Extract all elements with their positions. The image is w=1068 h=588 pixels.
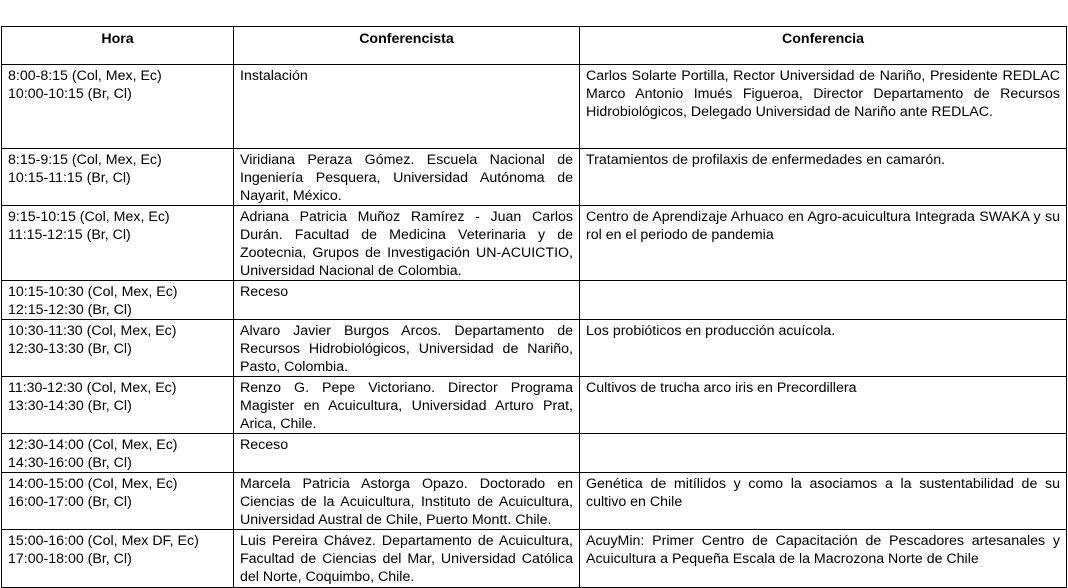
cell-hora [2,149,234,206]
cell-conferencista: Receso [234,434,580,473]
header-conferencista: Conferencista [234,27,580,65]
header-row [2,27,1067,65]
time-col: 8:15-9:15 (Col, Mex, Ec) [8,152,162,168]
cell-conferencia: Cultivos de trucha arco iris en Precordillera [580,377,1067,434]
schedule-table [1,26,1067,588]
header-hora: Hora [2,27,234,65]
cell-conferencista: Alvaro Javier Burgos Arcos. Departamento de Recursos Hidrobiológicos, Universidad de Nariño, Pasto, Colombia. [234,320,580,377]
cell-conferencia: Los probióticos en producción acuícola. [580,320,1067,377]
time-col: 15:00-16:00 (Col, Mex DF, Ec) [8,533,199,549]
time-col: 8:00-8:15 (Col, Mex, Ec) [8,68,162,84]
table-row [2,473,1067,530]
time-br: 17:00-18:00 (Br, Cl) [8,551,132,567]
cell-conferencia: Centro de Aprendizaje Arhuaco en Agro-acuicultura Integrada SWAKA y su rol en el periodo de pandemia [580,206,1067,281]
table-row [2,206,1067,281]
time-col: 14:00-15:00 (Col, Mex, Ec) [8,476,178,492]
time-br: 11:15-12:15 (Br, Cl) [8,227,131,243]
time-col: 10:30-11:30 (Col, Mex, Ec) [8,323,177,339]
time-br: 10:15-11:15 (Br, Cl) [8,170,131,186]
time-col: 10:15-10:30 (Col, Mex, Ec) [8,284,178,300]
table-row [2,377,1067,434]
time-br: 10:00-10:15 (Br, Cl) [8,86,132,102]
table-row [2,149,1067,206]
cell-conferencia: Tratamientos de profilaxis de enfermedades en camarón. [580,149,1067,206]
time-br: 13:30-14:30 (Br, Cl) [8,398,132,414]
cell-hora [2,377,234,434]
cell-conferencia: AcuyMin: Primer Centro de Capacitación de Pescadores artesanales y Acuicultura a Pequeña Escala de la Macrozona Norte de Chile [580,530,1067,588]
cell-conferencista: Renzo G. Pepe Victoriano. Director Programa Magister en Acuicultura, Universidad Arturo Prat, Arica, Chile. [234,377,580,434]
table-row [2,530,1067,588]
table-row [2,281,1067,320]
header-conferencia: Conferencia [580,27,1067,65]
cell-hora [2,530,234,588]
cell-hora [2,434,234,473]
cell-hora [2,206,234,281]
cell-conferencia: Carlos Solarte Portilla, Rector Universidad de Nariño, Presidente REDLAC Marco Antonio Imués Figueroa, Director Departamento de Recursos Hidrobiológicos, Delegado Universidad de Nariño ante REDLAC. [580,65,1067,149]
cell-conferencista: Instalación [234,65,580,149]
cell-hora [2,473,234,530]
cell-conferencista: Marcela Patricia Astorga Opazo. Doctorado en Ciencias de la Acuicultura, Instituto de Acuicultura, Universidad Austral de Chile, Puerto Montt. Chile. [234,473,580,530]
table-row [2,320,1067,377]
cell-conferencia [580,281,1067,320]
cell-conferencista: Viridiana Peraza Gómez. Escuela Nacional de Ingeniería Pesquera, Universidad Autónoma de Nayarit, México. [234,149,580,206]
time-br: 14:30-16:00 (Br, Cl) [8,455,132,471]
time-col: 11:30-12:30 (Col, Mex, Ec) [8,380,177,396]
cell-conferencia: Genética de mitílidos y como la asociamos a la sustentabilidad de su cultivo en Chile [580,473,1067,530]
time-br: 16:00-17:00 (Br, Cl) [8,494,132,510]
cell-conferencia [580,434,1067,473]
cell-hora [2,281,234,320]
table-row [2,434,1067,473]
time-col: 12:30-14:00 (Col, Mex, Ec) [8,437,178,453]
cell-conferencista: Luis Pereira Chávez. Departamento de Acuicultura, Facultad de Ciencias del Mar, Universidad Católica del Norte, Coquimbo, Chile. [234,530,580,588]
time-br: 12:15-12:30 (Br, Cl) [8,302,132,318]
cell-hora [2,320,234,377]
cell-conferencista: Receso [234,281,580,320]
time-br: 12:30-13:30 (Br, Cl) [8,341,132,357]
table-row [2,65,1067,149]
cell-conferencista: Adriana Patricia Muñoz Ramírez - Juan Carlos Durán. Facultad de Medicina Veterinaria y de Zootecnia, Grupos de Investigación UN-ACUICTIO, Universidad Nacional de Colombia. [234,206,580,281]
cell-hora [2,65,234,149]
time-col: 9:15-10:15 (Col, Mex, Ec) [8,209,170,225]
